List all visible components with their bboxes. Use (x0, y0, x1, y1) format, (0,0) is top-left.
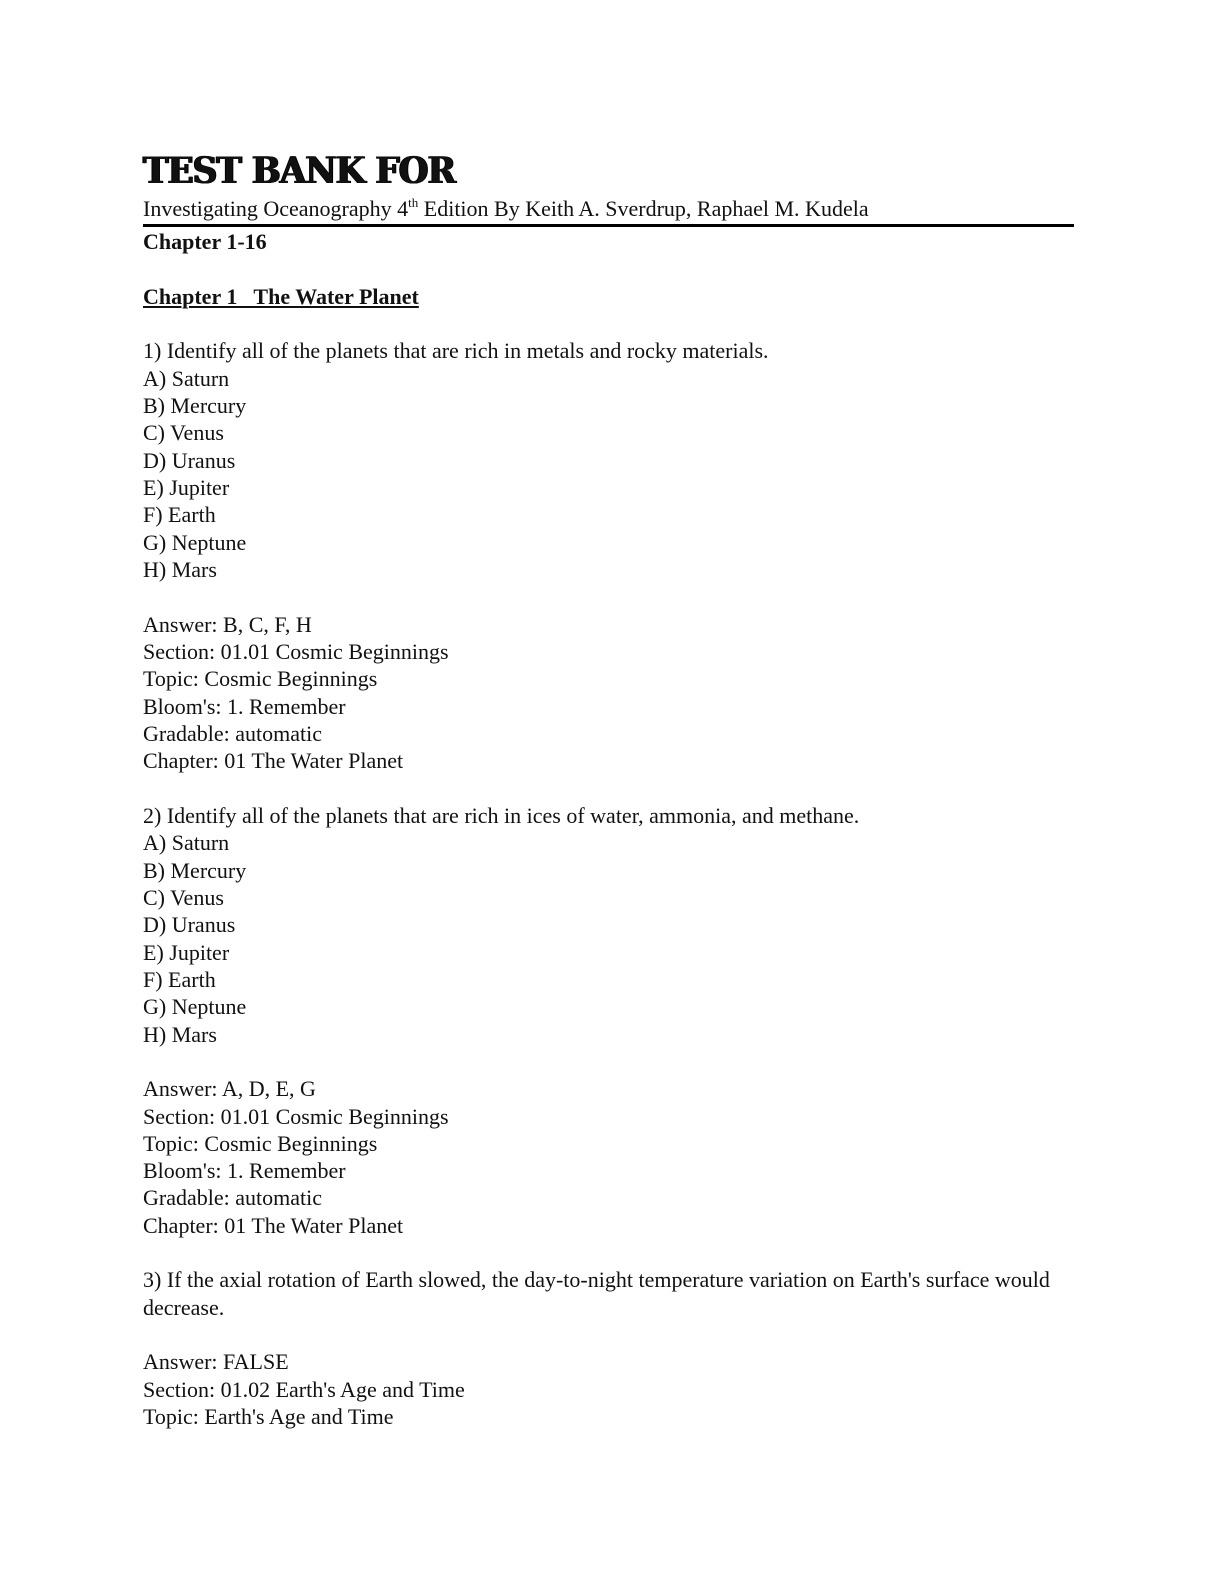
answer-option: D) Uranus (143, 912, 236, 938)
answer-key: Answer: A, D, E, G (143, 1076, 316, 1102)
answer-option: C) Venus (143, 884, 224, 910)
answer-option: E) Jupiter (143, 939, 230, 965)
answer-option: A) Saturn (143, 830, 230, 856)
question-text: 3) If the axial rotation of Earth slowed, the day-to-night temperature variation on Earth's surface would decrease. (143, 1267, 1050, 1320)
question-metadata: Chapter: 01 The Water Planet (143, 748, 404, 774)
answer-option: D) Uranus (143, 447, 236, 473)
answer-key: Answer: FALSE (143, 1349, 289, 1375)
document-body (143, 228, 1083, 1458)
question-metadata: Topic: Earth's Age and Time (143, 1404, 394, 1430)
question-metadata: Section: 01.02 Earth's Age and Time (143, 1376, 465, 1402)
answer-option: H) Mars (143, 556, 217, 582)
answer-option: G) Neptune (143, 529, 247, 555)
document-title: TEST BANK FOR (143, 150, 456, 192)
question-metadata: Bloom's: 1. Remember (143, 693, 346, 719)
question-metadata: Topic: Cosmic Beginnings (143, 1130, 378, 1156)
chapter-range: Chapter 1-16 (143, 229, 267, 254)
answer-option: B) Mercury (143, 857, 247, 883)
question-text: 2) Identify all of the planets that are rich in ices of water, ammonia, and methane. (143, 802, 860, 828)
answer-key: Answer: B, C, F, H (143, 611, 312, 637)
question-metadata: Section: 01.01 Cosmic Beginnings (143, 638, 449, 664)
subtitle-superscript: th (408, 195, 419, 210)
question-metadata: Section: 01.01 Cosmic Beginnings (143, 1103, 449, 1129)
book-subtitle (143, 196, 869, 222)
answer-option: F) Earth (143, 966, 216, 992)
answer-option: B) Mercury (143, 392, 247, 418)
question-metadata: Bloom's: 1. Remember (143, 1158, 346, 1184)
chapter-heading: Chapter 1 The Water Planet (143, 283, 419, 309)
answer-option: H) Mars (143, 1021, 217, 1047)
question-text: 1) Identify all of the planets that are rich in metals and rocky materials. (143, 338, 769, 364)
answer-option: A) Saturn (143, 365, 230, 391)
header-rule (143, 224, 1074, 227)
answer-option: E) Jupiter (143, 474, 230, 500)
subtitle-text: Investigating Oceanography 4 (143, 196, 409, 221)
answer-option: F) Earth (143, 502, 216, 528)
subtitle-text-rest: Edition By Keith A. Sverdrup, Raphael M. Kudela (418, 196, 869, 221)
question-metadata: Chapter: 01 The Water Planet (143, 1212, 404, 1238)
answer-option: G) Neptune (143, 994, 247, 1020)
answer-option: C) Venus (143, 420, 224, 446)
question-metadata: Gradable: automatic (143, 1185, 322, 1211)
question-metadata: Topic: Cosmic Beginnings (143, 666, 378, 692)
question-metadata: Gradable: automatic (143, 720, 322, 746)
